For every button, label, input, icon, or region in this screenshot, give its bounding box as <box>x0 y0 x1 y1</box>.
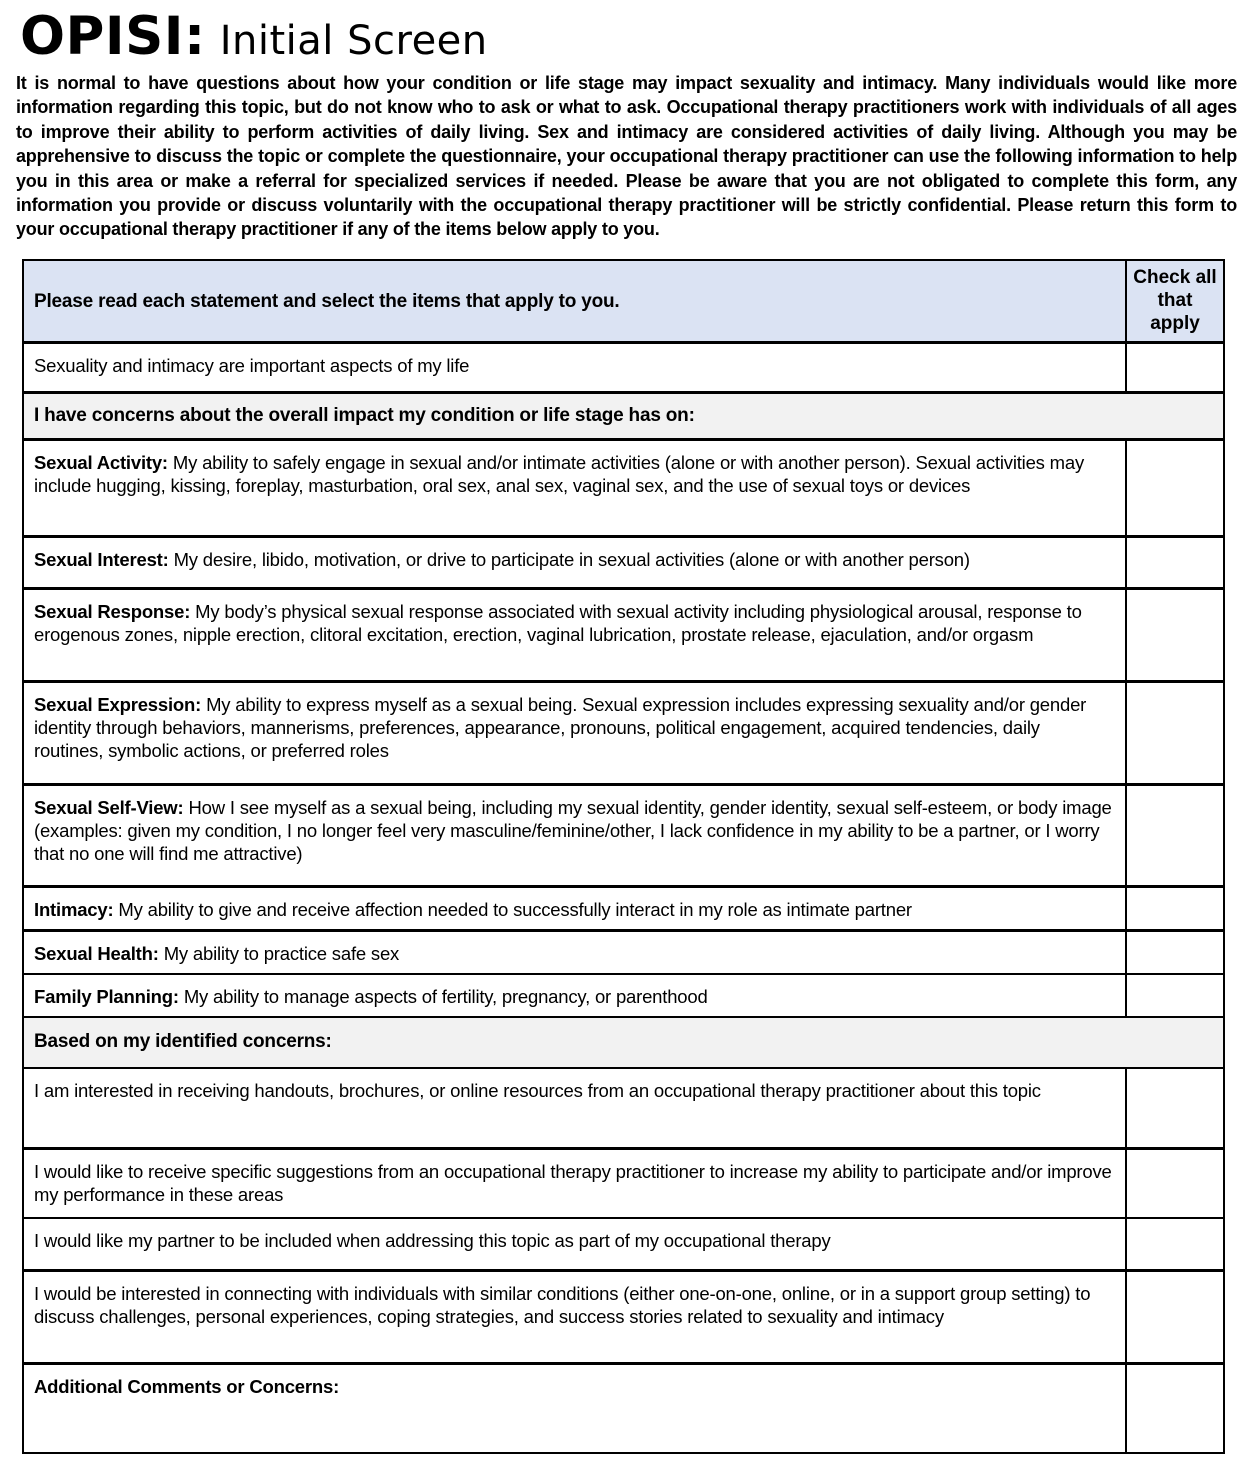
row-label: Sexual Expression: <box>34 693 202 715</box>
row-additional-comments <box>24 1362 1223 1452</box>
row-specific-suggestions <box>24 1147 1223 1217</box>
intro-paragraph: It is normal to have questions about how your condition or life stage may impact sexuality and intimacy. Many individuals would like more information regarding this topic, but do not know who to ask or what to ask. Occupational therapy practitioners work with individuals of all ages to improve their ability to perform activities of daily living. Sex and intimacy are considered activities of daily living. Although you may be apprehensive to discuss the topic or complete the questionnaire, your occupational therapy practitioner can use the following information to help you in this area or make a referral for specialized services if needed. Please be aware that you are not obligated to complete this form, any information you provide or discuss voluntarily with the occupational therapy practitioner will be strictly confidential. Please return this form to your occupational therapy practitioner if any of the items below apply to you. <box>16 73 1237 240</box>
statement-text <box>24 344 1125 391</box>
row-partner-included <box>24 1217 1223 1269</box>
checkbox-cell[interactable] <box>1125 1365 1223 1452</box>
row-sexual-activity <box>24 438 1223 535</box>
statement-text <box>24 932 1125 973</box>
checkbox-cell[interactable] <box>1125 538 1223 587</box>
row-intimacy <box>24 885 1223 929</box>
section-concerns <box>24 391 1223 438</box>
checkbox-cell[interactable] <box>1125 344 1223 391</box>
section-title: I have concerns about the overall impact my condition or life stage has on: <box>24 394 1223 438</box>
statement-text <box>24 1365 1125 1452</box>
statement-text <box>24 1150 1125 1217</box>
row-family-planning <box>24 973 1223 1016</box>
row-label: Intimacy: <box>34 898 114 920</box>
statement-text <box>24 888 1125 929</box>
statement-text <box>24 1272 1125 1362</box>
checkbox-cell[interactable] <box>1125 975 1223 1016</box>
checkbox-cell[interactable] <box>1125 683 1223 783</box>
row-text: I am interested in receiving handouts, brochures, or online resources from an occupational therapy practitioner about this topic <box>34 1079 1041 1101</box>
row-label: Sexual Health: <box>34 942 159 964</box>
row-text: My body’s physical sexual response associated with sexual activity including physiological arousal, response to erogenous zones, nipple erection, clitoral excitation, erection, vaginal lubrication, prostate release, ejaculation, and/or orgasm <box>34 600 1082 645</box>
header-statement-cell: Please read each statement and select the items that apply to you. <box>34 291 620 313</box>
row-sexual-health <box>24 929 1223 973</box>
section-title: Based on my identified concerns: <box>24 1018 1223 1067</box>
checkbox-cell[interactable] <box>1125 590 1223 680</box>
questionnaire-table <box>22 259 1225 1454</box>
row-label: Sexual Interest: <box>34 548 169 570</box>
row-text: I would like my partner to be included when addressing this topic as part of my occupational therapy <box>34 1229 831 1251</box>
statement-text <box>24 1069 1125 1147</box>
header-check-cell: Check all that apply <box>1125 261 1223 341</box>
statement-text <box>24 1219 1125 1269</box>
checkbox-cell[interactable] <box>1125 1069 1223 1147</box>
row-sexual-expression <box>24 680 1223 783</box>
checkbox-cell[interactable] <box>1125 786 1223 885</box>
row-label: Family Planning: <box>34 985 179 1007</box>
row-text: My ability to safely engage in sexual and/or intimate activities (alone or with another person). Sexual activities may include hugging, kissing, foreplay, masturbation, oral sex, anal sex, vaginal sex, and the use of sexual toys or devices <box>34 451 1085 496</box>
row-text: My ability to manage aspects of fertility, pregnancy, or parenthood <box>183 985 708 1007</box>
row-text: My ability to express myself as a sexual being. Sexual expression includes expressing sexuality and/or gender identity through behaviors, mannerisms, preferences, appearance, pronouns, political engagement, acquired tendencies, daily routines, symbolic actions, or preferred roles <box>34 693 1087 761</box>
row-handouts-resources <box>24 1067 1223 1147</box>
checkbox-cell[interactable] <box>1125 441 1223 535</box>
row-sexual-interest <box>24 535 1223 587</box>
statement-text <box>24 975 1125 1016</box>
row-text: My desire, libido, motivation, or drive to participate in sexual activities (alone or with another person) <box>173 548 970 570</box>
checkbox-cell[interactable] <box>1125 1150 1223 1217</box>
checkbox-cell[interactable] <box>1125 1272 1223 1362</box>
statement-text <box>24 683 1125 783</box>
section-identified-concerns <box>24 1016 1223 1067</box>
table-header-row <box>24 261 1223 341</box>
checkbox-cell[interactable] <box>1125 932 1223 973</box>
page-subtitle: Initial Screen <box>219 18 488 64</box>
opisi-logo: OPISI: <box>20 6 206 67</box>
row-label: Sexual Response: <box>34 600 191 622</box>
row-sexual-response <box>24 587 1223 680</box>
row-label: Sexual Self-View: <box>34 796 184 818</box>
row-text: I would be interested in connecting with individuals with similar conditions (either one-on-one, online, or in a support group setting) to discuss challenges, personal experiences, coping strategies, and success stories related to sexuality and intimacy <box>34 1282 1091 1327</box>
row-text: Sexuality and intimacy are important aspects of my life <box>34 354 470 376</box>
row-text: I would like to receive specific suggestions from an occupational therapy practitioner to increase my ability to participate and/or improve my performance in these areas <box>34 1160 1112 1205</box>
statement-text <box>24 441 1125 535</box>
row-text: My ability to give and receive affection needed to successfully interact in my role as intimate partner <box>118 898 912 920</box>
row-sexual-self-view <box>24 783 1223 885</box>
statement-text <box>24 538 1125 587</box>
checkbox-cell[interactable] <box>1125 888 1223 929</box>
checkbox-cell[interactable] <box>1125 1219 1223 1269</box>
row-peer-connection <box>24 1269 1223 1362</box>
page-title <box>20 6 1237 67</box>
row-text: My ability to practice safe sex <box>163 942 400 964</box>
row-label: Additional Comments or Concerns: <box>34 1375 340 1397</box>
statement-text <box>24 786 1125 885</box>
row-sexuality-importance <box>24 341 1223 391</box>
row-text: How I see myself as a sexual being, including my sexual identity, gender identity, sexual self-esteem, or body image (examples: given my condition, I no longer feel very masculine/feminine/other, I lack confidence in my ability to be a partner, or I worry that no one will find me attractive) <box>34 796 1112 864</box>
statement-text <box>24 590 1125 680</box>
row-label: Sexual Activity: <box>34 451 168 473</box>
